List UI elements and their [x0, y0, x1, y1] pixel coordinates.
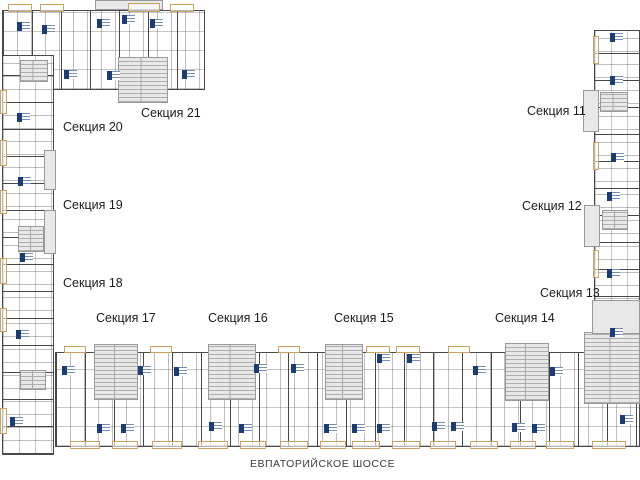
- balcony: [396, 346, 420, 353]
- section-label-21[interactable]: Секция 21: [141, 106, 201, 120]
- balcony: [128, 3, 160, 12]
- balcony: [64, 346, 86, 353]
- balcony: [320, 441, 346, 449]
- section-label-20[interactable]: Секция 20: [63, 120, 123, 134]
- developer-logo-mark-icon: [17, 22, 30, 31]
- developer-logo-mark-icon: [97, 19, 110, 28]
- developer-logo-mark-icon: [473, 366, 486, 375]
- developer-logo-mark-icon: [610, 76, 623, 85]
- stair-core: [600, 92, 628, 112]
- balcony: [352, 441, 380, 449]
- developer-logo-mark-icon: [532, 424, 545, 433]
- stair-core: [602, 210, 628, 230]
- developer-logo-mark-icon: [407, 354, 420, 363]
- developer-logo-mark-icon: [10, 417, 23, 426]
- developer-logo-mark-icon: [121, 424, 134, 433]
- developer-logo-mark-icon: [150, 19, 163, 28]
- developer-logo-mark-icon: [607, 192, 620, 201]
- balcony: [546, 441, 574, 449]
- balcony: [593, 250, 599, 278]
- balcony: [0, 190, 7, 214]
- developer-logo-mark-icon: [209, 422, 222, 431]
- developer-logo-mark-icon: [512, 423, 525, 432]
- balcony: [40, 4, 64, 12]
- balcony: [430, 441, 456, 449]
- balcony: [593, 142, 599, 170]
- developer-logo-mark-icon: [16, 330, 29, 339]
- developer-logo-mark-icon: [254, 364, 267, 373]
- stair-core: [20, 370, 46, 390]
- service-core: [584, 205, 600, 247]
- stair-core: [20, 60, 48, 82]
- balcony: [0, 308, 7, 332]
- service-core: [44, 150, 56, 190]
- developer-logo-mark-icon: [620, 415, 633, 424]
- balcony: [8, 4, 32, 12]
- section-label-17[interactable]: Секция 17: [96, 311, 156, 325]
- developer-logo-mark-icon: [377, 354, 390, 363]
- developer-logo-mark-icon: [97, 424, 110, 433]
- balcony: [0, 90, 7, 114]
- stair-core: [18, 226, 44, 252]
- developer-logo-mark-icon: [451, 422, 464, 431]
- developer-logo-mark-icon: [291, 364, 304, 373]
- section-label-13[interactable]: Секция 13: [540, 286, 600, 300]
- stair-core: [208, 344, 256, 400]
- section-label-18[interactable]: Секция 18: [63, 276, 123, 290]
- developer-logo-mark-icon: [239, 424, 252, 433]
- developer-logo-mark-icon: [42, 25, 55, 34]
- developer-logo-mark-icon: [352, 424, 365, 433]
- balcony: [152, 441, 182, 449]
- balcony: [448, 346, 470, 353]
- developer-logo-mark-icon: [174, 367, 187, 376]
- stair-core: [325, 344, 363, 400]
- balcony: [470, 441, 498, 449]
- balcony: [240, 441, 266, 449]
- developer-logo-mark-icon: [607, 269, 620, 278]
- balcony: [366, 346, 390, 353]
- developer-logo-mark-icon: [550, 367, 563, 376]
- section-label-11[interactable]: Секция 11: [527, 104, 586, 118]
- developer-logo-mark-icon: [324, 424, 337, 433]
- balcony: [170, 4, 194, 12]
- developer-logo-mark-icon: [122, 15, 135, 24]
- balcony: [112, 441, 138, 449]
- balcony: [0, 140, 7, 166]
- developer-logo-mark-icon: [377, 424, 390, 433]
- stair-core: [94, 344, 138, 400]
- developer-logo-mark-icon: [107, 71, 120, 80]
- section-label-16[interactable]: Секция 16: [208, 311, 268, 325]
- section-label-12[interactable]: Секция 12: [522, 199, 582, 213]
- section-label-15[interactable]: Секция 15: [334, 311, 394, 325]
- service-core: [44, 210, 56, 254]
- balcony: [280, 441, 308, 449]
- stair-core: [505, 343, 549, 401]
- developer-logo-mark-icon: [138, 366, 151, 375]
- balcony: [510, 441, 536, 449]
- balcony: [0, 258, 7, 284]
- balcony: [198, 441, 228, 449]
- street-label: ЕВПАТОРИЙСКОЕ ШОССЕ: [250, 458, 396, 470]
- developer-logo-mark-icon: [64, 70, 77, 79]
- developer-logo-mark-icon: [611, 153, 624, 162]
- developer-logo-mark-icon: [18, 177, 31, 186]
- developer-logo-mark-icon: [20, 253, 33, 262]
- balcony: [593, 36, 599, 64]
- balcony: [0, 408, 7, 434]
- stair-core: [584, 332, 640, 404]
- balcony: [392, 441, 420, 449]
- developer-logo-mark-icon: [610, 328, 623, 337]
- developer-logo-mark-icon: [610, 33, 623, 42]
- section-label-19[interactable]: Секция 19: [63, 198, 123, 212]
- balcony: [592, 441, 626, 449]
- developer-logo-mark-icon: [62, 366, 75, 375]
- balcony: [150, 346, 172, 353]
- developer-logo-mark-icon: [182, 70, 195, 79]
- developer-logo-mark-icon: [17, 113, 30, 122]
- balcony: [70, 441, 100, 449]
- stair-core: [118, 57, 168, 103]
- developer-logo-mark-icon: [432, 422, 445, 431]
- balcony: [278, 346, 300, 353]
- section-label-14[interactable]: Секция 14: [495, 311, 555, 325]
